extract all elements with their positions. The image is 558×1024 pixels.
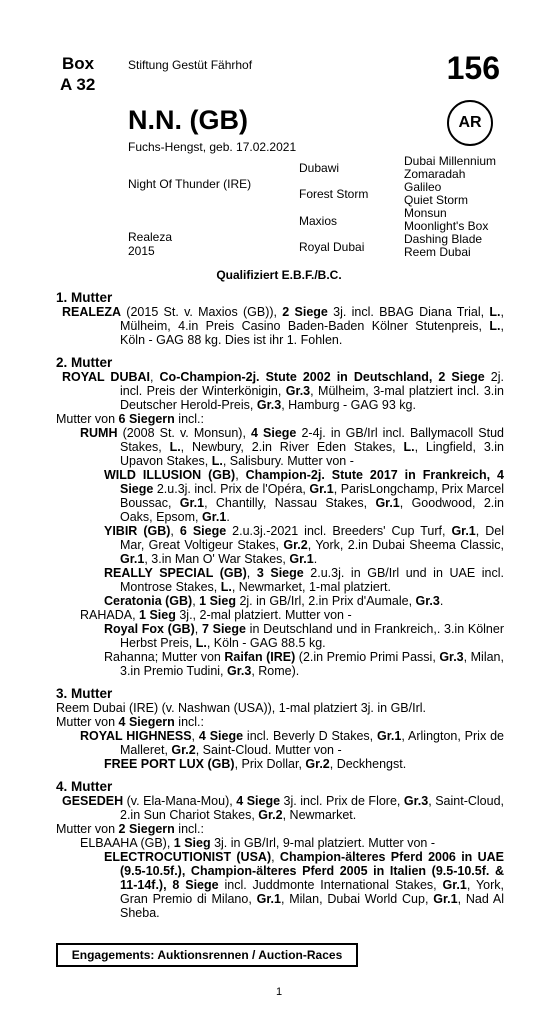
pedigree-g3-item: Galileo [404, 180, 442, 194]
produce-entry: RUMH (2008 St. v. Monsun), 4 Siege 2-4j. in GB/Irl incl. Ballymacoll Stud Stakes, L., Newbury, 2.in River Eden Stakes, L., Lingfield, 3.in Upavon Stakes, L., Salisbury. Mutter von - [80, 426, 504, 468]
pedigree-g3-item: Dubai Millennium [404, 154, 497, 168]
pedigree-g3-item: Moonlight's Box [404, 219, 489, 233]
pedigree-dam-dam: Royal Dubai [299, 240, 365, 254]
produce-entry: Ceratonia (GB), 1 Sieg 2j. in GB/Irl, 2.in Prix d'Aumale, Gr.3. [104, 594, 444, 608]
pedigree-g3-item: Monsun [404, 206, 447, 220]
produce-entry: ELBAAHA (GB), 1 Sieg 3j. in GB/Irl, 9-mal platziert. Mutter von - [80, 836, 435, 850]
produce-header: Mutter von 6 Siegern incl.: [56, 412, 204, 426]
pedigree-g3-list [404, 155, 496, 259]
pedigree-sire: Night Of Thunder (IRE) [128, 177, 252, 191]
produce-entry: ROYAL HIGHNESS, 4 Siege incl. Beverly D Stakes, Gr.1, Arlington, Prix de Malleret, Gr.2, Saint-Cloud. Mutter von - [80, 729, 504, 757]
dam-entry-gesedeh: GESEDEH (v. Ela-Mana-Mou), 4 Siege 3j. incl. Prix de Flore, Gr.3, Saint-Cloud, 2.in Sun Chariot Stakes, Gr.2, Newmarket. [62, 794, 504, 822]
pedigree-g3-item: Dashing Blade [404, 232, 483, 246]
produce-header: Mutter von 4 Siegern incl.: [56, 715, 204, 729]
engagements-box: Engagements: Auktionsrennen / Auction-Races [56, 943, 358, 967]
pedigree-g3-item: Zomaradah [404, 167, 466, 181]
pedigree-dam: Realeza [128, 230, 173, 244]
pedigree-g3-item: Quiet Storm [404, 193, 469, 207]
dam-entry-realeza: REALEZA (2015 St. v. Maxios (GB)), 2 Siege 3j. incl. BBAG Diana Trial, L., Mülheim, 4.in Preis Casino Baden-Baden Kölner Stutenpreis, L., Köln - GAG 88 kg. Dies ist ihr 1. Fohlen. [62, 305, 504, 347]
dam-entry-royal-dubai: ROYAL DUBAI, Co-Champion-2j. Stute 2002 in Deutschland, 2 Siege 2j. incl. Preis der Winterkönigin, Gr.3, Mülheim, 3-mal platziert incl. 3.in Deutscher Herold-Preis, Gr.3, Hamburg - GAG 93 kg. [62, 370, 504, 412]
produce-entry: RAHADA, 1 Sieg 3j., 2-mal platziert. Mutter von - [80, 608, 352, 622]
section-title: 1. Mutter [56, 290, 113, 305]
dam-entry-reem-dubai: Reem Dubai (IRE) (v. Nashwan (USA)), 1-mal platziert 3j. in GB/Irl. [56, 701, 427, 715]
section-title: 2. Mutter [56, 355, 113, 370]
qualification: Qualifiziert E.B.F./B.C. [216, 268, 342, 282]
pedigree-g3-item: Reem Dubai [404, 245, 471, 259]
pedigree-dam-sire: Maxios [299, 214, 338, 228]
box-label [60, 53, 95, 95]
horse-description: Fuchs-Hengst, geb. 17.02.2021 [128, 140, 297, 154]
produce-entry: FREE PORT LUX (GB), Prix Dollar, Gr.2, Deckhengst. [104, 757, 407, 771]
pedigree-dam-year: 2015 [128, 244, 155, 258]
page-number: 1 [275, 986, 283, 998]
produce-entry: YIBIR (GB), 6 Siege 2.u.3j.-2021 incl. Breeders' Cup Turf, Gr.1, Del Mar, Great Voltigeur Stakes, Gr.2, York, 2.in Dubai Sheema Classic, Gr.1, 3.in Man O' War Stakes, Gr.1. [104, 524, 504, 566]
ar-badge: AR [447, 100, 493, 146]
pedigree-sire-dam: Forest Storm [299, 187, 369, 201]
pedigree-sire-sire: Dubawi [299, 161, 340, 175]
stud-name: Stiftung Gestüt Fährhof [128, 58, 253, 72]
produce-entry: Rahanna; Mutter von Raifan (IRE) (2.in Premio Primi Passi, Gr.3, Milan, 3.in Premio Tudini, Gr.3, Rome). [104, 650, 504, 678]
section-title: 3. Mutter [56, 686, 113, 701]
section-title: 4. Mutter [56, 779, 113, 794]
box-code: A 32 [60, 75, 96, 94]
horse-name: N.N. (GB) [128, 105, 248, 135]
produce-entry: REALLY SPECIAL (GB), 3 Siege 2.u.3j. in GB/Irl und in UAE incl. Montrose Stakes, L., Newmarket, 1-mal platziert. [104, 566, 504, 594]
box-text: Box [62, 54, 95, 73]
produce-entry: WILD ILLUSION (GB), Champion-2j. Stute 2017 in Frankreich, 4 Siege 2.u.3j. incl. Prix de l'Opéra, Gr.1, ParisLongchamp, Prix Marcel Boussac, Gr.1, Chantilly, Nassau Stakes, Gr.1, Goodwood, 2.in Oaks, Epsom, Gr.1. [104, 468, 504, 524]
produce-header: Mutter von 2 Siegern incl.: [56, 822, 204, 836]
catalogue-body [56, 285, 504, 920]
produce-entry: Royal Fox (GB), 7 Siege in Deutschland und in Frankreich,. 3.in Kölner Herbst Preis, L., Köln - GAG 88.5 kg. [104, 622, 504, 650]
produce-entry: ELECTROCUTIONIST (USA), Champion-älteres Pferd 2006 in UAE (9.5-10.5f.), Champion-älteres Pferd 2005 in Italien (9.5-10.5f. & 11-14f.), 8 Siege incl. Juddmonte International Stakes, Gr.1, York, Gran Premio di Milano, Gr.1, Milan, Dubai World Cup, Gr.1, Nad Al Sheba. [104, 850, 505, 920]
lot-number: 156 [446, 50, 500, 86]
